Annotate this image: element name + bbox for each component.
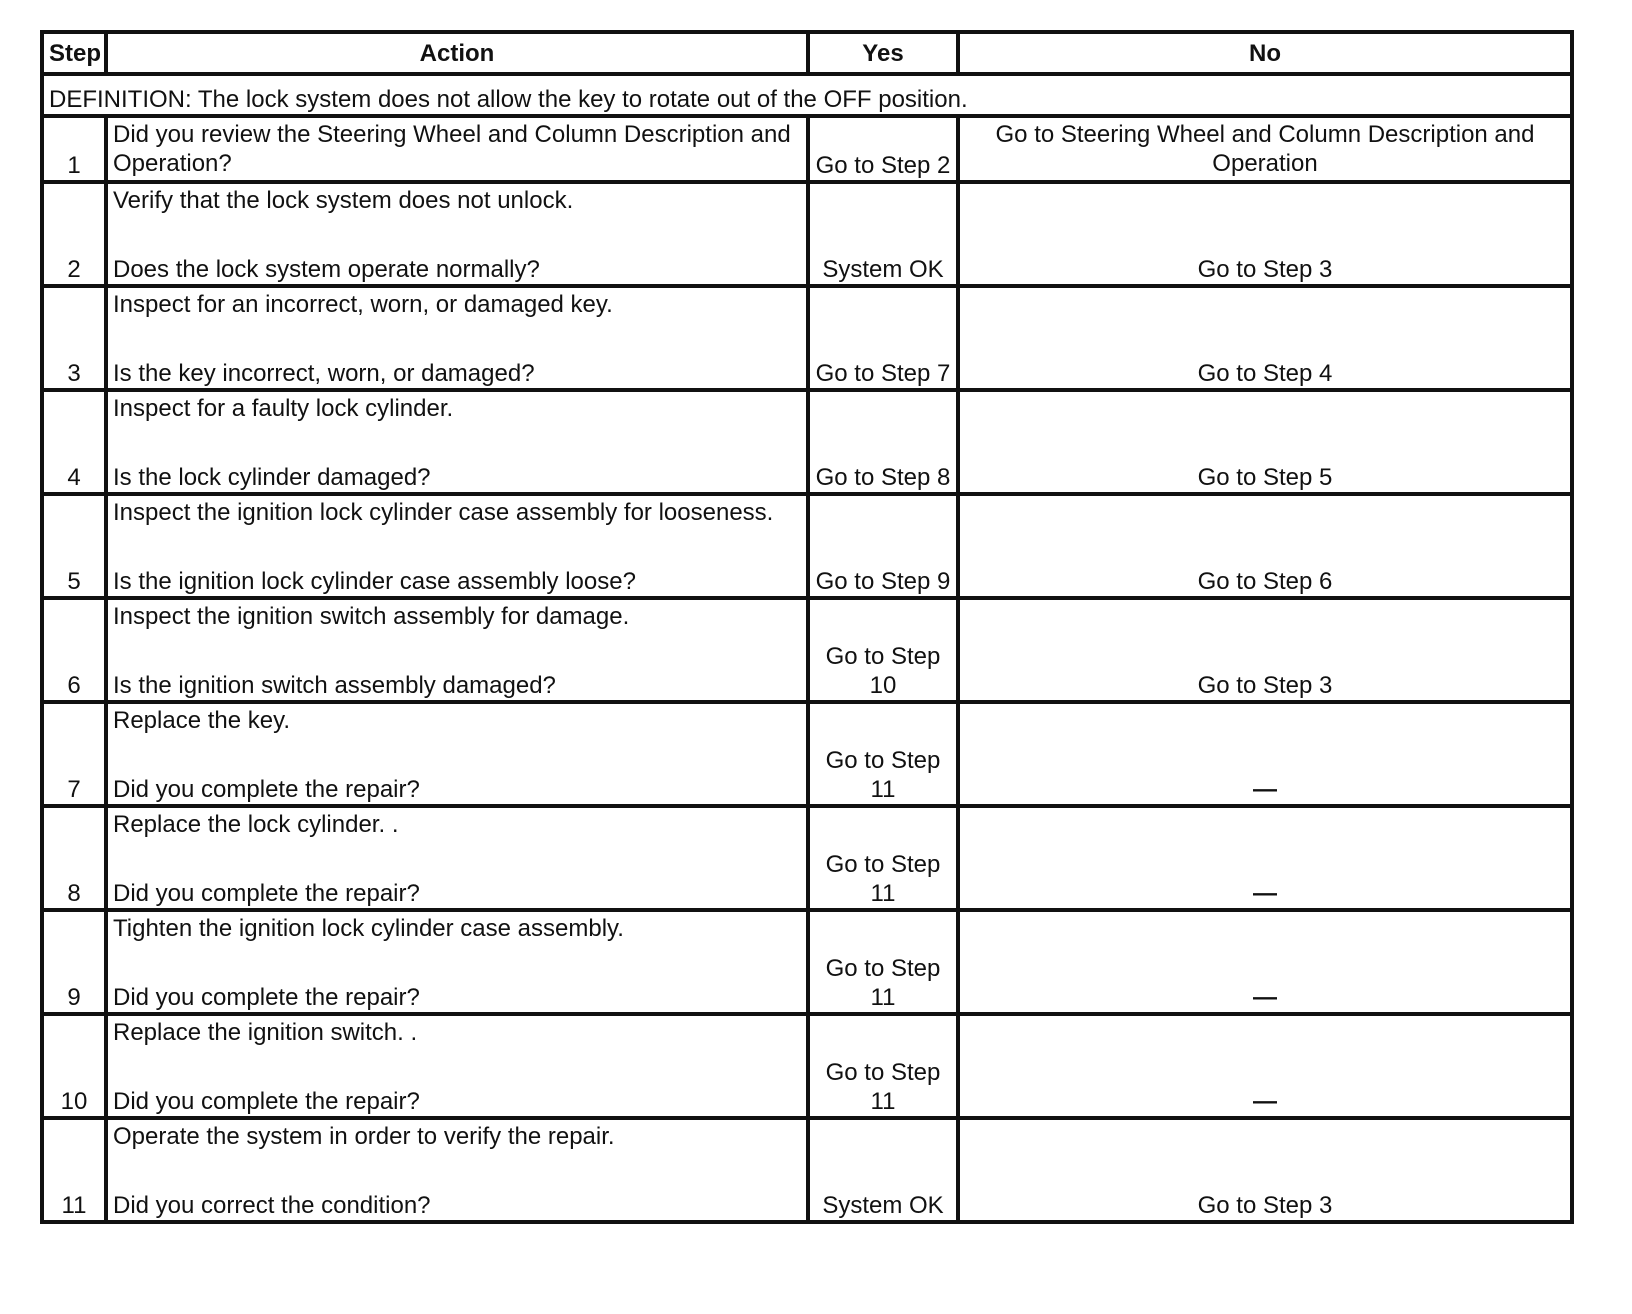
header-step: Step — [42, 32, 106, 74]
table-row — [42, 702, 1572, 806]
no-result: Go to Step 6 — [958, 494, 1572, 598]
step-number: 6 — [42, 598, 106, 702]
yes-result: Go to Step 11 — [808, 806, 958, 910]
yes-result: Go to Step 11 — [808, 702, 958, 806]
no-result: Go to Steering Wheel and Column Description and Operation — [958, 116, 1572, 182]
step-number: 7 — [42, 702, 106, 806]
action-question: Did you complete the repair? — [113, 880, 420, 907]
yes-result: Go to Step 11 — [808, 1014, 958, 1118]
no-result: — — [958, 702, 1572, 806]
step-number: 3 — [42, 286, 106, 390]
action-text: Inspect the ignition switch assembly for damage. — [113, 603, 630, 630]
action-text: Tighten the ignition lock cylinder case assembly. — [113, 915, 624, 942]
action-cell — [106, 494, 808, 598]
step-number: 4 — [42, 390, 106, 494]
yes-result: Go to Step 10 — [808, 598, 958, 702]
action-question: Did you complete the repair? — [113, 776, 420, 803]
definition-row — [42, 74, 1572, 116]
yes-result: Go to Step 9 — [808, 494, 958, 598]
action-text: Replace the ignition switch. . — [113, 1019, 418, 1046]
action-question: Is the key incorrect, worn, or damaged? — [113, 360, 535, 387]
table-row — [42, 116, 1572, 182]
action-question: Did you complete the repair? — [113, 984, 420, 1011]
table-row — [42, 1014, 1572, 1118]
yes-result: Go to Step 8 — [808, 390, 958, 494]
no-result: Go to Step 5 — [958, 390, 1572, 494]
table-row — [42, 806, 1572, 910]
action-question: Does the lock system operate normally? — [113, 256, 540, 283]
no-result: Go to Step 3 — [958, 182, 1572, 286]
action-question: Did you complete the repair? — [113, 1088, 420, 1115]
yes-result: System OK — [808, 1118, 958, 1222]
action-cell — [106, 806, 808, 910]
no-result: Go to Step 3 — [958, 598, 1572, 702]
action-question: Is the ignition lock cylinder case assembly loose? — [113, 568, 636, 595]
no-result: — — [958, 1014, 1572, 1118]
diagnostic-table — [40, 30, 1574, 1224]
action-text: Operate the system in order to verify the repair. — [113, 1123, 615, 1150]
header-row — [42, 32, 1572, 74]
step-number: 2 — [42, 182, 106, 286]
table-row — [42, 182, 1572, 286]
action-text: Verify that the lock system does not unlock. — [113, 187, 574, 214]
action-cell — [106, 702, 808, 806]
step-number: 8 — [42, 806, 106, 910]
definition-text: DEFINITION: The lock system does not allow the key to rotate out of the OFF position. — [42, 74, 1572, 116]
yes-result: System OK — [808, 182, 958, 286]
table-row — [42, 494, 1572, 598]
table-row — [42, 1118, 1572, 1222]
no-result: — — [958, 910, 1572, 1014]
action-question: Did you correct the condition? — [113, 1192, 431, 1219]
table-row — [42, 390, 1572, 494]
action-cell — [106, 116, 808, 182]
step-number: 9 — [42, 910, 106, 1014]
action-text: Inspect for a faulty lock cylinder. — [113, 395, 454, 422]
action-text: Replace the lock cylinder. . — [113, 811, 399, 838]
action-cell — [106, 182, 808, 286]
action-cell — [106, 390, 808, 494]
action-cell — [106, 910, 808, 1014]
step-number: 5 — [42, 494, 106, 598]
yes-result: Go to Step 2 — [808, 116, 958, 182]
action-cell — [106, 286, 808, 390]
no-result: Go to Step 4 — [958, 286, 1572, 390]
step-number: 1 — [42, 116, 106, 182]
action-text: Inspect for an incorrect, worn, or damaged key. — [113, 291, 613, 318]
action-cell — [106, 598, 808, 702]
action-question: Is the ignition switch assembly damaged? — [113, 672, 556, 699]
header-no: No — [958, 32, 1572, 74]
no-result: Go to Step 3 — [958, 1118, 1572, 1222]
action-cell — [106, 1014, 808, 1118]
step-number: 10 — [42, 1014, 106, 1118]
action-cell — [106, 1118, 808, 1222]
header-yes: Yes — [808, 32, 958, 74]
action-text: Replace the key. — [113, 707, 290, 734]
table-row — [42, 910, 1572, 1014]
yes-result: Go to Step 11 — [808, 910, 958, 1014]
action-text: Inspect the ignition lock cylinder case assembly for looseness. — [113, 499, 774, 526]
table-row — [42, 598, 1572, 702]
step-number: 11 — [42, 1118, 106, 1222]
action-text: Did you review the Steering Wheel and Column Description and Operation? — [113, 121, 791, 177]
action-question: Is the lock cylinder damaged? — [113, 464, 431, 491]
yes-result: Go to Step 7 — [808, 286, 958, 390]
header-action: Action — [106, 32, 808, 74]
no-result: — — [958, 806, 1572, 910]
table-row — [42, 286, 1572, 390]
